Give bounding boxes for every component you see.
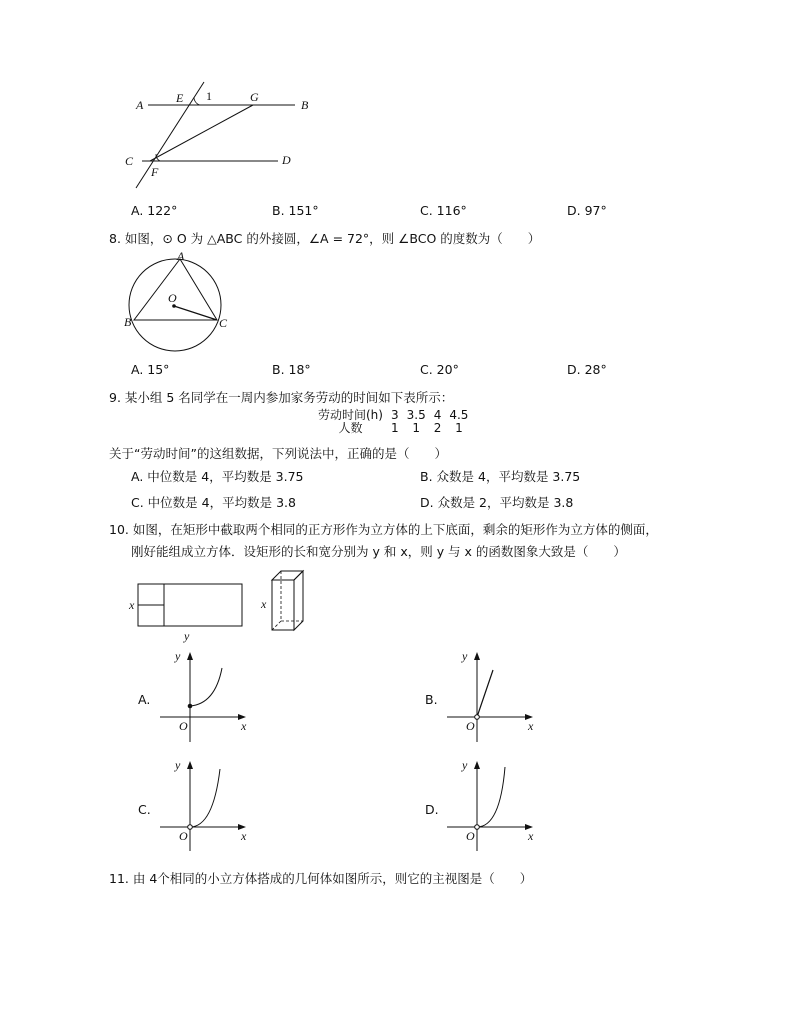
q9-option-a: A. 中位数是 4，平均数是 3.75 [131, 469, 304, 484]
label-a: A [177, 249, 185, 263]
table-cell: 人数 [338, 421, 363, 435]
label-o: O [466, 829, 475, 843]
label-y: y [462, 758, 468, 772]
table-cell: 4.5 [449, 408, 469, 422]
origin-open-point [475, 825, 480, 830]
label-1: 1 [206, 89, 212, 103]
q8-option-c: C. 20° [420, 362, 459, 377]
curve [190, 668, 222, 706]
graph-c [160, 757, 255, 852]
label-x: x [129, 598, 135, 612]
table-row [314, 422, 472, 435]
curve [477, 767, 505, 827]
table-cell: 1 [455, 421, 463, 435]
table-cell: 劳动时间(h) [318, 408, 383, 422]
curve [190, 769, 220, 827]
start-point [188, 704, 193, 709]
label-x: x [261, 597, 267, 611]
cuboid-front [272, 580, 294, 630]
label-o: O [466, 719, 475, 733]
graph-d [447, 757, 542, 852]
graph-a-label: A. [138, 692, 151, 707]
table-cell: 4 [433, 408, 442, 422]
q9-question: 9. 某小组 5 名同学在一周内参加家务劳动的时间如下表所示： [109, 390, 454, 405]
table-cell: 3 [390, 408, 399, 422]
q8-option-a: A. 15° [131, 362, 170, 377]
q9-option-c: C. 中位数是 4，平均数是 3.8 [131, 495, 296, 510]
q8-question: 8. 如图，⊙ O 为 △ABC 的外接圆，∠A = 72°，则 ∠BCO 的度数为（ ） [109, 231, 541, 246]
label-x: x [241, 829, 247, 843]
label-o: O [179, 719, 188, 733]
graph-d-label: D. [425, 802, 439, 817]
line [477, 670, 493, 717]
label-y: y [175, 758, 181, 772]
y-axis-arrow [187, 652, 193, 660]
q9-option-d: D. 众数是 2，平均数是 3.8 [420, 495, 574, 510]
q9-prompt: 关于“劳动时间”的这组数据，下列说法中，正确的是（ ） [109, 446, 447, 461]
q10-rectangle-figure [126, 578, 251, 644]
label-x: x [528, 719, 534, 733]
graph-b [447, 648, 542, 743]
q10-cuboid-figure [258, 566, 308, 634]
table-cell: 2 [433, 421, 442, 435]
label-c: C [219, 316, 228, 330]
line-gf [150, 105, 253, 161]
graph-a [160, 648, 255, 743]
label-y: y [184, 629, 190, 643]
q8-figure [122, 249, 232, 352]
label-x: x [241, 719, 247, 733]
y-axis-arrow [187, 761, 193, 769]
graph-b-label: B. [425, 692, 438, 707]
q10-question-line2: 刚好能组成立方体．设矩形的长和宽分别为 y 和 x，则 y 与 x 的函数图象大致是（ ） [131, 544, 626, 559]
q10-question-line1: 10. 如图，在矩形中截取两个相同的正方形作为立方体的上下底面，剩余的矩形作为立方体的侧面， [109, 522, 658, 537]
table-cell: 3.5 [406, 408, 426, 422]
label-o: O [168, 291, 177, 305]
q9-table [314, 409, 472, 435]
segment-oc [174, 306, 217, 320]
q7-option-c: C. 116° [420, 203, 467, 218]
origin-open-point [188, 825, 193, 830]
label-f: F [151, 165, 159, 179]
q7-option-d: D. 97° [567, 203, 607, 218]
q7-figure [120, 78, 320, 193]
q8-option-d: D. 28° [567, 362, 607, 377]
label-y: y [462, 649, 468, 663]
angle-1-arc [194, 97, 200, 105]
q7-option-b: B. 151° [272, 203, 319, 218]
hidden-edge-diagonal [272, 621, 281, 630]
label-x: x [528, 829, 534, 843]
label-d: D [282, 153, 291, 167]
q11-question: 11. 由 4个相同的小立方体搭成的几何体如图所示，则它的主视图是（ ） [109, 871, 533, 886]
q9-option-b: B. 众数是 4，平均数是 3.75 [420, 469, 581, 484]
y-axis-arrow [474, 761, 480, 769]
label-c: C [125, 154, 134, 168]
graph-c-label: C. [138, 802, 151, 817]
table-cell: 1 [412, 421, 420, 435]
q8-option-b: B. 18° [272, 362, 311, 377]
label-b: B [301, 98, 309, 112]
label-o: O [179, 829, 188, 843]
label-b: B [124, 315, 132, 329]
q7-option-a: A. 122° [131, 203, 178, 218]
y-axis-arrow [474, 652, 480, 660]
label-a: A [136, 98, 144, 112]
table-cell: 1 [390, 421, 399, 435]
label-e: E [176, 91, 184, 105]
label-y: y [175, 649, 181, 663]
origin-open-point [475, 715, 480, 720]
triangle-abc [134, 259, 217, 320]
label-g: G [250, 90, 259, 104]
